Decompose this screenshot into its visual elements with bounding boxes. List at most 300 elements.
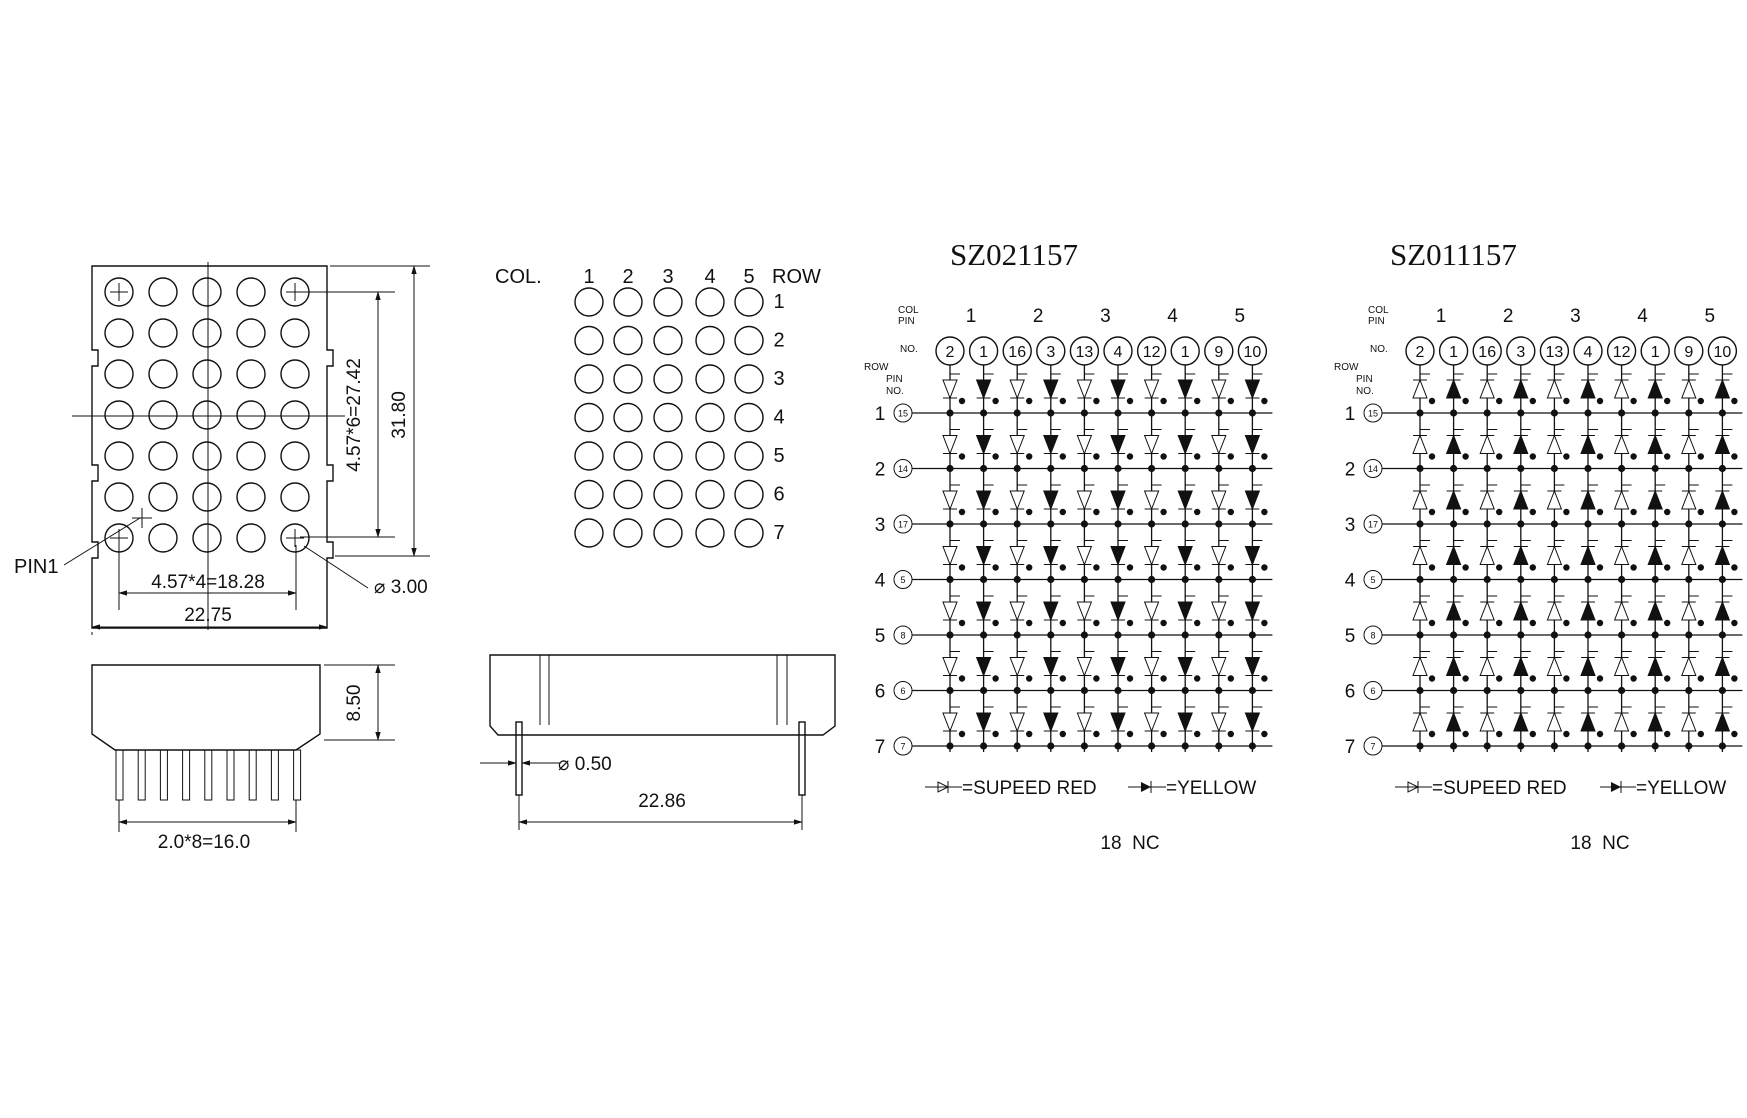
column-pin-label: 3 bbox=[1046, 344, 1056, 361]
layout-row-number: 3 bbox=[773, 368, 785, 390]
red-diode bbox=[1077, 547, 1091, 565]
junction-dot bbox=[1182, 409, 1189, 416]
junction-dot bbox=[1127, 620, 1133, 626]
yellow-diode bbox=[1447, 436, 1461, 454]
junction-dot bbox=[1160, 675, 1166, 681]
junction-dot bbox=[992, 398, 998, 404]
column-pin-label: 9 bbox=[1214, 344, 1224, 361]
row-header: ROW bbox=[772, 266, 821, 288]
junction-dot bbox=[1093, 731, 1099, 737]
yellow-diode bbox=[1447, 547, 1461, 565]
junction-dot bbox=[1182, 465, 1189, 472]
junction-dot bbox=[1429, 453, 1435, 459]
junction-dot bbox=[1517, 520, 1524, 527]
layout-dot bbox=[696, 288, 724, 316]
junction-dot bbox=[1060, 398, 1066, 404]
junction-dot bbox=[1127, 509, 1133, 515]
junction-dot bbox=[1462, 564, 1468, 570]
junction-dot bbox=[1551, 687, 1558, 694]
front-dot bbox=[281, 401, 309, 429]
junction-dot bbox=[1160, 398, 1166, 404]
junction-dot bbox=[1584, 631, 1591, 638]
yellow-diode bbox=[1245, 547, 1259, 565]
junction-dot bbox=[980, 576, 987, 583]
red-diode bbox=[1547, 547, 1561, 565]
schematic-title: SZ011157 bbox=[1390, 237, 1517, 272]
layout-dot bbox=[696, 519, 724, 547]
column-number: 2 bbox=[1032, 306, 1044, 327]
junction-dot bbox=[1450, 631, 1457, 638]
front-dot bbox=[149, 442, 177, 470]
junction-dot bbox=[1731, 398, 1737, 404]
junction-dot bbox=[1652, 576, 1659, 583]
junction-dot bbox=[1081, 465, 1088, 472]
yellow-diode bbox=[1648, 491, 1662, 509]
layout-dot-grid bbox=[575, 288, 763, 547]
red-diode bbox=[1547, 380, 1561, 398]
red-diode bbox=[1212, 380, 1226, 398]
yellow-diode bbox=[1648, 602, 1662, 620]
junction-dot bbox=[1652, 687, 1659, 694]
junction-dot bbox=[1450, 687, 1457, 694]
junction-dot bbox=[1484, 576, 1491, 583]
front-dot bbox=[149, 319, 177, 347]
layout-col-number: 3 bbox=[662, 266, 674, 288]
side-pin bbox=[160, 750, 167, 800]
junction-dot bbox=[1160, 731, 1166, 737]
junction-dot bbox=[1530, 453, 1536, 459]
yellow-diode bbox=[1245, 602, 1259, 620]
side-pin bbox=[271, 750, 278, 800]
layout-row-number: 4 bbox=[773, 406, 785, 429]
junction-dot bbox=[946, 742, 953, 749]
junction-dot bbox=[1719, 465, 1726, 472]
junction-dot bbox=[1630, 564, 1636, 570]
red-diode bbox=[1413, 658, 1427, 676]
junction-dot bbox=[1081, 520, 1088, 527]
junction-dot bbox=[1517, 409, 1524, 416]
yellow-diode bbox=[1581, 547, 1595, 565]
red-diode bbox=[943, 658, 957, 676]
layout-dot bbox=[614, 365, 642, 393]
junction-dot bbox=[1047, 687, 1054, 694]
front-dot bbox=[237, 483, 265, 511]
pin1-label: PIN1 bbox=[14, 556, 59, 578]
junction-dot bbox=[1685, 576, 1692, 583]
junction-dot bbox=[1484, 409, 1491, 416]
yellow-diode bbox=[1178, 658, 1192, 676]
yellow-diode bbox=[1514, 380, 1528, 398]
junction-dot bbox=[1664, 564, 1670, 570]
yellow-diode bbox=[1245, 491, 1259, 509]
junction-dot bbox=[1698, 509, 1704, 515]
red-diode bbox=[1480, 491, 1494, 509]
front-dot bbox=[149, 524, 177, 552]
junction-dot bbox=[1114, 631, 1121, 638]
junction-dot bbox=[1652, 631, 1659, 638]
junction-dot bbox=[1215, 631, 1222, 638]
column-number: 5 bbox=[1234, 306, 1246, 327]
red-diode bbox=[1010, 658, 1024, 676]
row-pitch-label: 4.57*6=27.42 bbox=[344, 358, 365, 472]
junction-dot bbox=[1127, 731, 1133, 737]
front-dot bbox=[193, 442, 221, 470]
junction-dot bbox=[1194, 453, 1200, 459]
column-pin-circles bbox=[936, 337, 1266, 365]
layout-dot bbox=[614, 519, 642, 547]
no-label: NO. bbox=[1370, 344, 1388, 355]
junction-dot bbox=[1093, 398, 1099, 404]
junction-dot bbox=[1081, 631, 1088, 638]
yellow-diode bbox=[1178, 713, 1192, 731]
dot-diameter-leader bbox=[304, 546, 368, 588]
junction-dot bbox=[1517, 631, 1524, 638]
junction-dot bbox=[1182, 742, 1189, 749]
red-diode bbox=[1145, 436, 1159, 454]
red-diode bbox=[1010, 713, 1024, 731]
column-pin-label: 2 bbox=[945, 344, 955, 361]
junction-dot bbox=[1484, 465, 1491, 472]
junction-dot bbox=[1148, 409, 1155, 416]
yellow-diode bbox=[1044, 713, 1058, 731]
column-pin-label: 16 bbox=[1008, 344, 1027, 361]
junction-dot bbox=[1114, 742, 1121, 749]
red-diode bbox=[1682, 547, 1696, 565]
junction-dot bbox=[1182, 576, 1189, 583]
junction-dot bbox=[1462, 453, 1468, 459]
red-diode bbox=[1615, 436, 1629, 454]
junction-dot bbox=[1215, 742, 1222, 749]
layout-row-number: 2 bbox=[773, 329, 785, 352]
row-pin-label: 7 bbox=[1370, 741, 1376, 752]
legend bbox=[925, 778, 1256, 799]
junction-dot bbox=[992, 731, 998, 737]
schematic-sz021157 bbox=[864, 237, 1272, 854]
junction-dot bbox=[1530, 398, 1536, 404]
front-dot-grid bbox=[105, 278, 309, 552]
junction-dot bbox=[1551, 631, 1558, 638]
red-diode bbox=[1480, 658, 1494, 676]
column-pin-label: 1 bbox=[979, 344, 989, 361]
junction-dot bbox=[1026, 453, 1032, 459]
layout-dot bbox=[735, 519, 763, 547]
junction-dot bbox=[1014, 576, 1021, 583]
junction-dot bbox=[1416, 687, 1423, 694]
junction-dot bbox=[1228, 453, 1234, 459]
junction-dot bbox=[1261, 731, 1267, 737]
junction-dot bbox=[946, 520, 953, 527]
junction-dot bbox=[1228, 675, 1234, 681]
legend bbox=[1395, 778, 1726, 799]
junction-dot bbox=[1026, 398, 1032, 404]
yellow-diode bbox=[977, 380, 991, 398]
junction-dot bbox=[1026, 564, 1032, 570]
row-pin-label: 5 bbox=[1370, 575, 1376, 585]
end-pin-right bbox=[799, 722, 805, 795]
column-number: 4 bbox=[1637, 306, 1648, 327]
layout-col-number: 2 bbox=[622, 266, 634, 288]
junction-dot bbox=[1114, 520, 1121, 527]
layout-dot bbox=[654, 288, 682, 316]
junction-dot bbox=[1014, 687, 1021, 694]
junction-dot bbox=[992, 509, 998, 515]
column-number: 3 bbox=[1100, 306, 1111, 327]
yellow-diode bbox=[1715, 713, 1729, 731]
red-diode bbox=[943, 602, 957, 620]
col-label-line2: PIN bbox=[1368, 316, 1385, 327]
column-pin-label: 9 bbox=[1684, 344, 1694, 361]
junction-dot bbox=[1047, 409, 1054, 416]
red-diode bbox=[943, 713, 957, 731]
red-diode bbox=[1145, 602, 1159, 620]
yellow-diode bbox=[1581, 658, 1595, 676]
junction-dot bbox=[1517, 687, 1524, 694]
layout-dot bbox=[735, 327, 763, 355]
pin-pitch-label: 2.0*8=16.0 bbox=[157, 832, 251, 853]
junction-dot bbox=[1652, 520, 1659, 527]
junction-dot bbox=[959, 564, 965, 570]
junction-dot bbox=[1462, 675, 1468, 681]
front-dot bbox=[193, 524, 221, 552]
junction-dot bbox=[1160, 453, 1166, 459]
junction-dot bbox=[1597, 731, 1603, 737]
yellow-diode bbox=[1245, 713, 1259, 731]
row-number: 6 bbox=[874, 681, 886, 703]
junction-dot bbox=[1698, 731, 1704, 737]
red-diode bbox=[1547, 491, 1561, 509]
layout-col-numbers bbox=[583, 266, 754, 288]
junction-dot bbox=[1228, 398, 1234, 404]
yellow-diode bbox=[1581, 491, 1595, 509]
junction-dot bbox=[1450, 576, 1457, 583]
junction-dot bbox=[1215, 687, 1222, 694]
junction-dot bbox=[1652, 465, 1659, 472]
nc-note: 18 NC bbox=[1100, 833, 1160, 854]
yellow-diode bbox=[1581, 436, 1595, 454]
red-diode bbox=[1615, 491, 1629, 509]
junction-dot bbox=[1496, 731, 1502, 737]
front-view bbox=[14, 262, 430, 635]
junction-dot bbox=[1148, 465, 1155, 472]
pin-diameter-label: ⌀ 0.50 bbox=[558, 754, 612, 775]
junction-dot bbox=[1060, 509, 1066, 515]
red-diode bbox=[1615, 713, 1629, 731]
junction-dot bbox=[1664, 620, 1670, 626]
junction-dot bbox=[1093, 620, 1099, 626]
yellow-diode bbox=[1514, 713, 1528, 731]
row-label-line3: NO. bbox=[886, 386, 904, 397]
junction-dot bbox=[1249, 465, 1256, 472]
red-diode bbox=[1212, 658, 1226, 676]
junction-dot bbox=[1597, 564, 1603, 570]
junction-dot bbox=[959, 453, 965, 459]
junction-dot bbox=[1416, 409, 1423, 416]
column-pin-label: 4 bbox=[1583, 344, 1593, 361]
junction-dot bbox=[1551, 576, 1558, 583]
red-diode bbox=[943, 436, 957, 454]
junction-dot bbox=[1584, 520, 1591, 527]
red-diode bbox=[1145, 713, 1159, 731]
front-dot bbox=[149, 401, 177, 429]
yellow-diode bbox=[1111, 547, 1125, 565]
junction-dot bbox=[1114, 409, 1121, 416]
red-diode bbox=[1413, 602, 1427, 620]
yellow-diode bbox=[1648, 547, 1662, 565]
junction-dot bbox=[1517, 465, 1524, 472]
junction-dot bbox=[1429, 620, 1435, 626]
junction-dot bbox=[1551, 409, 1558, 416]
junction-dot bbox=[1597, 675, 1603, 681]
yellow-diode bbox=[1581, 380, 1595, 398]
junction-dot bbox=[1416, 520, 1423, 527]
yellow-diode bbox=[1447, 491, 1461, 509]
red-diode bbox=[1682, 380, 1696, 398]
junction-dot bbox=[1685, 631, 1692, 638]
layout-dot bbox=[654, 442, 682, 470]
layout-dot bbox=[614, 327, 642, 355]
row-label-line1: ROW bbox=[864, 362, 889, 373]
row-label-line1: ROW bbox=[1334, 362, 1359, 373]
red-diode bbox=[1615, 547, 1629, 565]
junction-dot bbox=[1194, 620, 1200, 626]
side-pin bbox=[294, 750, 301, 800]
red-diode bbox=[1212, 436, 1226, 454]
junction-dot bbox=[1261, 453, 1267, 459]
yellow-diode bbox=[1245, 436, 1259, 454]
junction-dot bbox=[1081, 576, 1088, 583]
junction-dot bbox=[1698, 675, 1704, 681]
junction-dot bbox=[1416, 631, 1423, 638]
yellow-diode bbox=[1044, 547, 1058, 565]
row-pin-label: 8 bbox=[900, 630, 906, 641]
junction-dot bbox=[1597, 620, 1603, 626]
row-number: 2 bbox=[874, 459, 886, 481]
yellow-diode bbox=[1514, 602, 1528, 620]
junction-dot bbox=[1698, 620, 1704, 626]
junction-dot bbox=[1047, 576, 1054, 583]
junction-dot bbox=[1228, 731, 1234, 737]
junction-dot bbox=[1719, 742, 1726, 749]
junction-dot bbox=[1081, 742, 1088, 749]
junction-dot bbox=[1014, 409, 1021, 416]
red-diode bbox=[1077, 436, 1091, 454]
row-pin-label: 7 bbox=[900, 741, 906, 752]
front-dot bbox=[193, 278, 221, 306]
junction-dot bbox=[1148, 687, 1155, 694]
junction-dot bbox=[1047, 465, 1054, 472]
red-diode bbox=[1547, 436, 1561, 454]
red-diode bbox=[1682, 713, 1696, 731]
junction-dot bbox=[980, 742, 987, 749]
row-number: 5 bbox=[874, 626, 886, 647]
row-pin-label: 17 bbox=[897, 519, 909, 530]
front-dot bbox=[105, 483, 133, 511]
front-dot bbox=[237, 319, 265, 347]
row-pin-label: 17 bbox=[1367, 519, 1379, 530]
junction-dot bbox=[1450, 520, 1457, 527]
junction-dot bbox=[1664, 509, 1670, 515]
col-pitch-label: 4.57*4=18.28 bbox=[151, 572, 265, 593]
junction-dot bbox=[1215, 409, 1222, 416]
junction-dot bbox=[1416, 576, 1423, 583]
junction-dot bbox=[1261, 620, 1267, 626]
junction-dot bbox=[1618, 576, 1625, 583]
junction-dot bbox=[1429, 398, 1435, 404]
yellow-diode bbox=[1715, 602, 1729, 620]
layout-dot bbox=[575, 442, 603, 470]
junction-dot bbox=[1014, 742, 1021, 749]
row-pin-label: 5 bbox=[900, 575, 906, 585]
column-pin-label: 1 bbox=[1650, 344, 1660, 361]
layout-row-number: 1 bbox=[773, 291, 785, 313]
junction-dot bbox=[1160, 509, 1166, 515]
junction-dot bbox=[1026, 731, 1032, 737]
junction-dot bbox=[980, 687, 987, 694]
yellow-diode bbox=[1514, 491, 1528, 509]
red-diode bbox=[1480, 713, 1494, 731]
layout-col-number: 4 bbox=[704, 266, 716, 288]
junction-dot bbox=[1450, 742, 1457, 749]
junction-dot bbox=[1563, 731, 1569, 737]
red-diode bbox=[1615, 602, 1629, 620]
end-outline bbox=[490, 655, 835, 735]
column-pin-label: 4 bbox=[1113, 344, 1123, 361]
red-diode bbox=[1413, 713, 1427, 731]
junction-dot bbox=[1698, 564, 1704, 570]
red-diode bbox=[1682, 602, 1696, 620]
junction-dot bbox=[1664, 675, 1670, 681]
column-pin-label: 10 bbox=[1713, 344, 1732, 361]
layout-dot bbox=[735, 481, 763, 509]
junction-dot bbox=[959, 398, 965, 404]
row-pin-label: 15 bbox=[1367, 408, 1379, 419]
red-diode bbox=[1077, 602, 1091, 620]
junction-dot bbox=[1261, 564, 1267, 570]
yellow-diode bbox=[977, 491, 991, 509]
junction-dot bbox=[1496, 620, 1502, 626]
yellow-diode bbox=[977, 658, 991, 676]
yellow-diode bbox=[1111, 436, 1125, 454]
row-pin-label: 14 bbox=[1367, 464, 1379, 474]
junction-dot bbox=[1249, 520, 1256, 527]
yellow-diode bbox=[1514, 436, 1528, 454]
layout-col-number: 1 bbox=[583, 266, 595, 288]
junction-dot bbox=[1114, 576, 1121, 583]
row-number: 1 bbox=[874, 404, 886, 425]
junction-dot bbox=[1484, 631, 1491, 638]
red-diode bbox=[1010, 491, 1024, 509]
junction-dot bbox=[1148, 631, 1155, 638]
junction-dot bbox=[1215, 465, 1222, 472]
junction-dot bbox=[1597, 398, 1603, 404]
red-diode bbox=[1682, 491, 1696, 509]
yellow-diode bbox=[977, 547, 991, 565]
junction-dot bbox=[1060, 453, 1066, 459]
row-pin-label: 14 bbox=[897, 464, 909, 474]
layout-col-number: 5 bbox=[743, 266, 755, 288]
col-header: COL. bbox=[495, 266, 542, 288]
layout-dot bbox=[575, 481, 603, 509]
side-pin bbox=[227, 750, 234, 800]
red-diode bbox=[1145, 547, 1159, 565]
junction-dot bbox=[959, 509, 965, 515]
junction-dot bbox=[1630, 398, 1636, 404]
junction-dot bbox=[1182, 687, 1189, 694]
junction-dot bbox=[1584, 742, 1591, 749]
junction-dot bbox=[1215, 576, 1222, 583]
junction-dot bbox=[1127, 453, 1133, 459]
front-dot bbox=[193, 483, 221, 511]
